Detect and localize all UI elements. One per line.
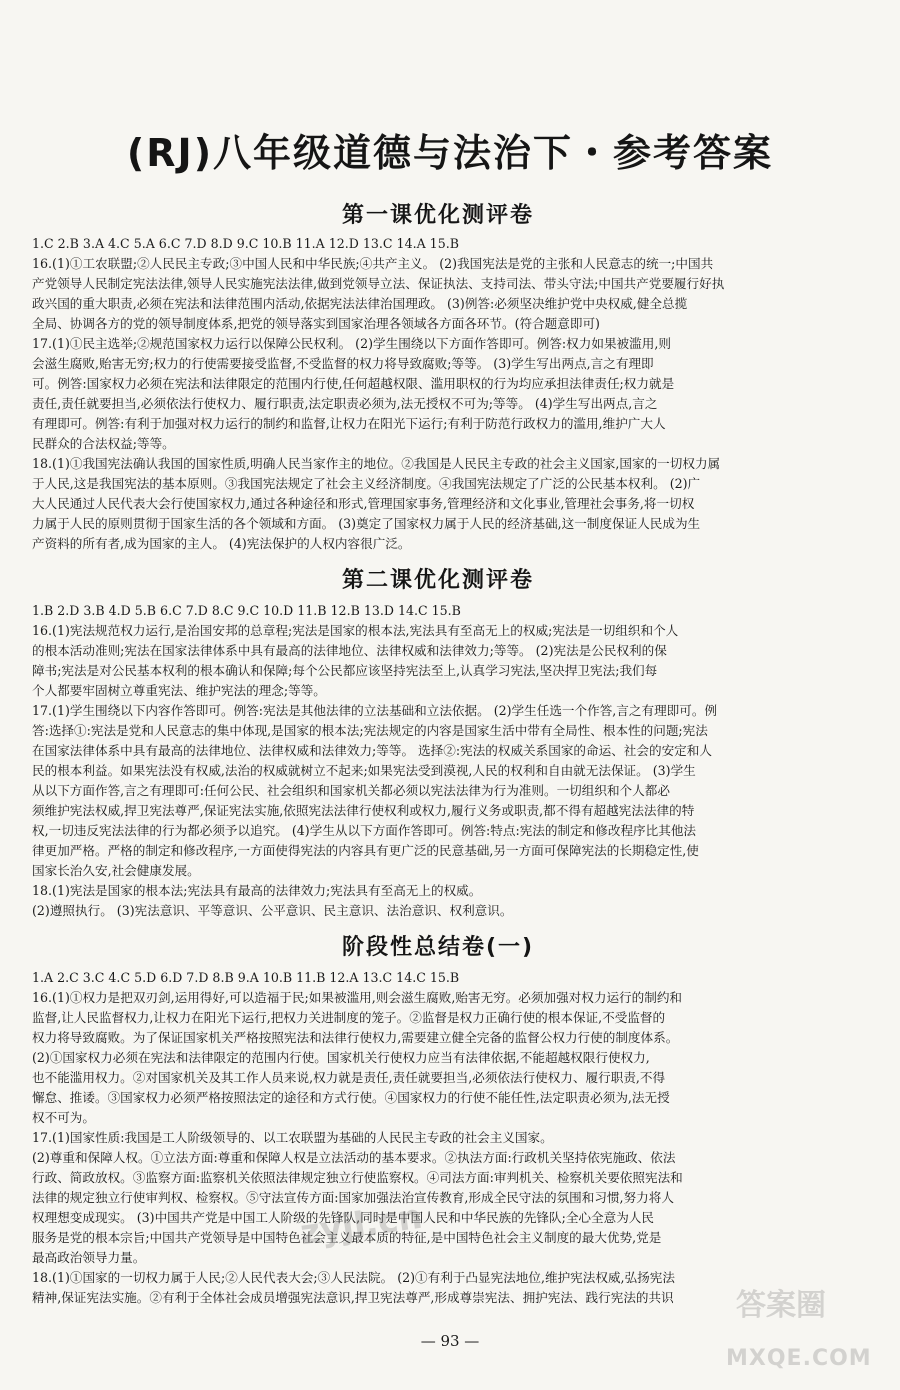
- answer-line: 障书;宪法是对公民基本权利的根本确认和保障;每个公民都应该坚持宪法至上,认真学习宪法,坚决捍卫宪法;我们每: [32, 663, 658, 678]
- answer-line: 从以下方面作答,言之有理即可:任何公民、社会组织和国家机关都必须以宪法法律为行为准则。一切组织和个人都必: [32, 783, 670, 798]
- answer-line: 16.(1)宪法规范权力运行,是治国安邦的总章程;宪法是国家的根本法,宪法具有至高无上的权威;宪法是一切组织和个人: [32, 623, 679, 638]
- watermark-logo: zyjl.cn: [297, 1196, 425, 1254]
- answer-line: 服务是党的根本宗旨;中国共产党领导是中国特色社会主义最本质的特征,是中国特色社会主义制度的最大优势,党是: [32, 1230, 662, 1245]
- answer-line: 力属于人民的原则贯彻于国家生活的各个领域和方面。 (3)奠定了国家权力属于人民的经济基础,这一制度保证人民成为生: [32, 516, 701, 531]
- answer-line: 17.(1)学生围绕以下内容作答即可。例答:宪法是其他法律的立法基础和立法依据。 (2)学生任选一个作答,言之有理即可。例: [32, 703, 718, 718]
- answer-line: 在国家法律体系中具有最高的法律地位、法律权威和法律效力;等等。 选择②:宪法的权威关系国家的命运、社会的安定和人: [32, 743, 712, 758]
- answer-line: 1.A 2.C 3.C 4.C 5.D 6.D 7.D 8.B 9.A 10.B 11.B 12.A 13.C 14.C 15.B: [32, 970, 460, 985]
- answer-line: 律更加严格。严格的制定和修改程序,一方面使得宪法的内容具有更广泛的民意基础,另一方面可保障宪法的长期稳定性,使: [32, 843, 699, 858]
- page-title: (RJ)八年级道德与法治下・参考答案: [126, 131, 774, 175]
- page-number: — 93 —: [420, 1332, 480, 1350]
- watermark-logo: 答案圈: [736, 1288, 826, 1323]
- answer-line: 权理想变成现实。 (3)中国共产党是中国工人阶级的先锋队,同时是中国人民和中华民族的先锋队;全心全意为人民: [32, 1210, 654, 1225]
- answer-line: 最高政治领导力量。: [32, 1250, 146, 1265]
- answer-line: 行政、简政放权。③监察方面:监察机关依照法律规定独立行使监察权。④司法方面:审判机关、检察机关要依照宪法和: [32, 1170, 683, 1185]
- section-title: 第二课优化测评卷: [341, 568, 534, 593]
- answer-line: 于人民,这是我国宪法的基本原则。③我国宪法规定了社会主义经济制度。④我国宪法规定了广泛的公民基本权利。 (2)广: [32, 476, 701, 491]
- answer-line: 也不能滥用权力。②对国家机关及其工作人员来说,权力就是责任,责任就要担当,必须依法行使权力、履行职责,不得: [32, 1070, 666, 1085]
- answer-line: 18.(1)①国家的一切权力属于人民;②人民代表大会;③人民法院。 (2)①有利于凸显宪法地位,维护宪法权威,弘扬宪法: [32, 1270, 675, 1285]
- answer-line: 民的根本利益。如果宪法没有权威,法治的权威就树立不起来;如果宪法受到漠视,人民的权利和自由就无法保证。 (3)学生: [32, 763, 696, 778]
- answer-line: 答:选择①:宪法是党和人民意志的集中体现,是国家的根本法;宪法规定的内容是国家生活中带有全局性、根本性的问题;宪法: [32, 723, 708, 738]
- answer-line: 18.(1)宪法是国家的根本法;宪法具有最高的法律效力;宪法具有至高无上的权威。: [32, 883, 482, 898]
- answer-line: 个人都要牢固树立尊重宪法、维护宪法的理念;等等。: [32, 683, 326, 698]
- answer-line: 16.(1)①工农联盟;②人民民主专政;③中国人民和中华民族;④共产主义。 (2)我国宪法是党的主张和人民意志的统一;中国共: [32, 256, 714, 271]
- answer-line: 国家长治久安,社会健康发展。: [32, 863, 200, 878]
- answer-line: 可。例答:国家权力必须在宪法和法律限定的范围内行使,任何超越权限、滥用职权的行为均应承担法律责任;权力就是: [32, 376, 675, 391]
- answer-line: 的根本活动准则;宪法在国家法律体系中具有最高的法律地位、法律权威和法律效力;等等。 (2)宪法是公民权利的保: [32, 643, 667, 658]
- answer-line: 民群众的合法权益;等等。: [32, 436, 175, 451]
- answer-line: 产资料的所有者,成为国家的主人。 (4)宪法保护的人权内容很广泛。: [32, 536, 411, 551]
- answer-line: (2)①国家权力必须在宪法和法律限定的范围内行使。国家机关行使权力应当有法律依据,不能超越权限行使权力,: [32, 1050, 650, 1065]
- answer-line: 政兴国的重大职责,必须在宪法和法律范围内活动,依据宪法法律治国理政。 (3)例答:必须坚决维护党中央权威,健全总揽: [32, 296, 688, 311]
- answer-line: 须维护宪法权威,捍卫宪法尊严,保证宪法实施,依照宪法法律行使权利或权力,履行义务或职责,都不得有超越宪法法律的特: [32, 803, 695, 818]
- answer-line: 监督,让人民监督权力,让权力在阳光下运行,把权力关进制度的笼子。②监督是权力正确行使的根本保证,不受监督的: [32, 1010, 666, 1025]
- answer-line: 1.B 2.D 3.B 4.D 5.B 6.C 7.D 8.C 9.C 10.D 11.B 12.B 13.D 14.C 15.B: [32, 603, 461, 618]
- answer-line: 懈怠、推诿。③国家权力必须严格按照法定的途径和方式行使。④国家权力的行使不能任性,法定职责必须为,法无授: [32, 1090, 670, 1105]
- answer-line: 会滋生腐败,贻害无穷;权力的行使需要接受监督,不受监督的权力将导致腐败;等等。 (3)学生写出两点,言之有理即: [32, 356, 654, 371]
- section-title: 阶段性总结卷(一): [341, 935, 535, 960]
- answer-line: 大人民通过人民代表大会行使国家权力,通过各种途径和形式,管理国家事务,管理经济和文化事业,管理社会事务,将一切权: [32, 496, 695, 511]
- answer-line: 权,一切违反宪法法律的行为都必须予以追究。 (4)学生从以下方面作答即可。例答:特点:宪法的制定和修改程序比其他法: [32, 823, 697, 838]
- answer-line: 精神,保证宪法实施。②有利于全体社会成员增强宪法意识,捍卫宪法尊严,形成尊崇宪法、拥护宪法、践行宪法的共识: [32, 1290, 674, 1305]
- watermark-logo: MXQE.COM: [726, 1346, 872, 1371]
- answer-line: 17.(1)①民主选举;②规范国家权力运行以保障公民权利。 (2)学生围绕以下方面作答即可。例答:权力如果被滥用,则: [32, 336, 671, 351]
- section-title: 第一课优化测评卷: [341, 203, 534, 228]
- answer-line: 权不可为。: [32, 1110, 95, 1125]
- answer-line: (2)尊重和保障人权。①立法方面:尊重和保障人权是立法活动的基本要求。②执法方面:行政机关坚持依宪施政、依法: [32, 1150, 676, 1165]
- answer-line: 全局、协调各方的党的领导制度体系,把党的领导落实到国家治理各领域各方面各环节。(符合题意即可): [32, 316, 600, 331]
- answer-line: (2)遵照执行。 (3)宪法意识、平等意识、公平意识、民主意识、法治意识、权利意识。: [32, 903, 513, 918]
- answer-line: 18.(1)①我国宪法确认我国的国家性质,明确人民当家作主的地位。②我国是人民民主专政的社会主义国家,国家的一切权力属: [32, 456, 721, 471]
- answer-line: 权力将导致腐败。为了保证国家机关严格按照宪法和法律行使权力,需要建立健全完备的监督公权力行使的制度体系。: [32, 1030, 679, 1045]
- answer-line: 17.(1)国家性质:我国是工人阶级领导的、以工农联盟为基础的人民民主专政的社会主义国家。: [32, 1130, 553, 1145]
- answer-line: 产党领导人民制定宪法法律,领导人民实施宪法法律,做到党领导立法、保证执法、支持司法、带头守法;中国共产党要履行好执: [32, 276, 725, 291]
- answer-line: 有理即可。例答:有利于加强对权力运行的制约和监督,让权力在阳光下运行;有利于防范行政权力的滥用,维护广大人: [32, 416, 666, 431]
- answer-line: 法律的规定独立行使审判权、检察权。⑤守法宣传方面:国家加强法治宣传教育,形成全民守法的氛围和习惯,努力将人: [32, 1190, 674, 1205]
- answer-line: 1.C 2.B 3.A 4.C 5.A 6.C 7.D 8.D 9.C 10.B 11.A 12.D 13.C 14.A 15.B: [32, 236, 459, 251]
- answer-line: 责任,责任就要担当,必须依法行使权力、履行职责,法定职责必须为,法无授权不可为;等等。 (4)学生写出两点,言之: [32, 396, 658, 411]
- answer-line: 16.(1)①权力是把双刃剑,运用得好,可以造福于民;如果被滥用,则会滋生腐败,贻害无穷。必须加强对权力运行的制约和: [32, 990, 683, 1005]
